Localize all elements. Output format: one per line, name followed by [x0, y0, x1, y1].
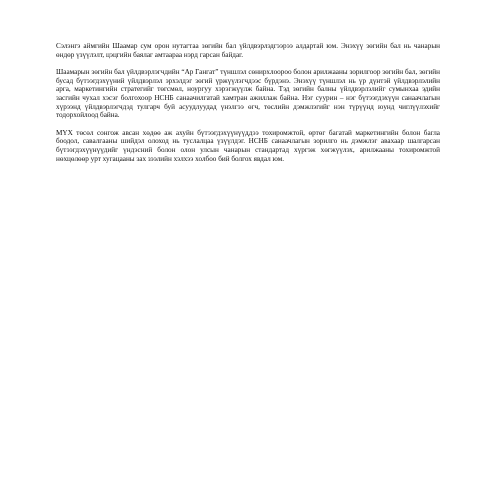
document-body: [56, 42, 440, 172]
paragraph-project: МҮХ төсөл сонгож авсан хөдөө аж ахуйн бүтээгдэхүүнүүддээ тохиромжтой, өртөг багатай маркетингийн болон багла боодол, савалгааны шийдэл олоход нь туслалцаа үзүүлдэг. НСНБ санаачлагын зорилго нь дэмжлэг авахаар шалгарсан бүтээгдэхүүнүүдийг үндэсний болон олон улсын чанарын стандартад хүргэж хөгжүүлэх, арилжааны тохиромжтой нөхцөлөөр урт хугацааны зах зээлийн хэлхээ холбоо бий болгох явдал юм.: [56, 128, 440, 163]
paragraph-intro: Сэлэнгэ аймгийн Шаамар сум орон нутагтаа зөгийн бал үйлдвэрлэдгээрээ алдартай юм. Энэхүү зөгийн бал нь чанарын өндөр үзүүлэлт, цэцгийн баялаг амтаараа нэрд гарсан байдаг.: [56, 42, 440, 59]
paragraph-partnership: Шаамарын зөгийн бал үйлдвэрлэгчдийн “Ар Гангат” түншлэл сөнирхлоороо болон арилжааны зорилгоор зөгийн бал, зөгийн бусад бүтээгдэхүүний үйлдвэрлэл эрхэлдэг зөгий үржүүлэгчдээс бүрдэнэ. Энэхүү түншлэл нь үр дүнтэй үйлдвэрлэлийн арга, маркетингийн стратегийг төгсмөл, ноургуу хэрэгжүүлж байна. Тэд зөгийн балны үйлдвэрлэлийг сумынхаа эдийн засгийн чухал хэсэг болгохоор НСНБ санаачилгатай хамтран ажиллаж байна. Нэг суурин – нэг бүтээгдэхүүн санаачлагын хүрээнд үйлдвэрлэгчдэд тулгарч буй асуудлуудад үнэлгээ өгч, төслийн дэмжлэгийг нэн түрүүнд юунд чиглүүлэхийг тодорхойлоод байна.: [56, 68, 440, 120]
